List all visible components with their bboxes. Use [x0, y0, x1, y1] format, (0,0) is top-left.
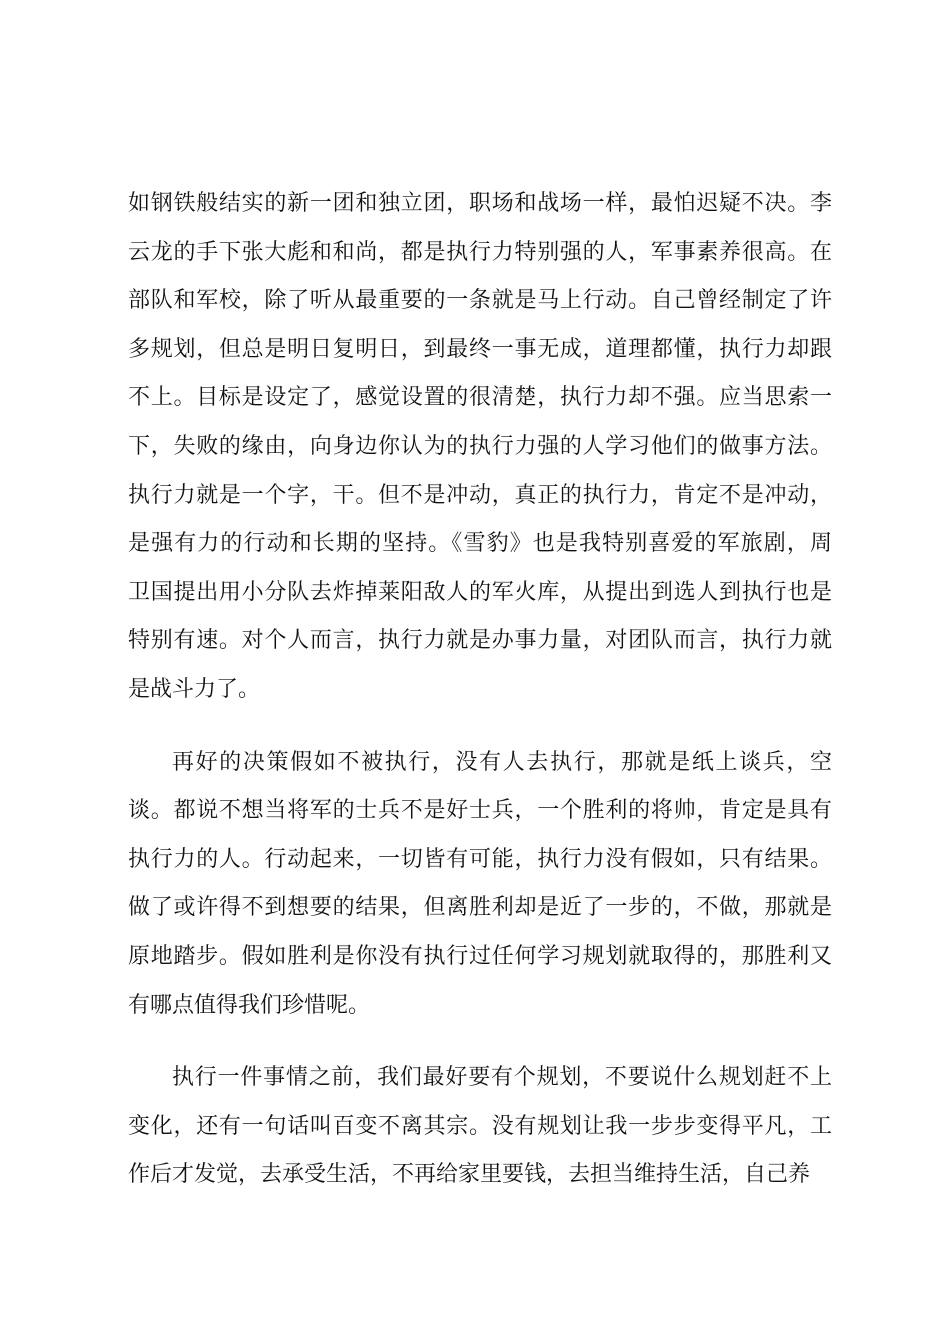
- text-line: 再好的决策假如不被执行，没有人去执行，那就是纸上谈兵，空: [172, 749, 832, 775]
- text-line: 如钢铁般结实的新一团和独立团，职场和战场一样，最怕迟疑不决。李: [128, 191, 832, 216]
- text-line: 变化，还有一句话叫百变不离其宗。没有规划让我一步步变得平凡，工: [128, 1113, 832, 1139]
- text-line: 卫国提出用小分队去炸掉莱阳敌人的军火库，从提出到选人到执行也是: [128, 579, 832, 605]
- text-line: 特别有速。对个人而言，执行力就是办事力量，对团队而言，执行力就: [128, 628, 832, 654]
- text-line: 谈。都说不想当将军的士兵不是好士兵，一个胜利的将帅，肯定是具有: [128, 798, 832, 824]
- paragraph-gap: [128, 1030, 832, 1054]
- text-line: 不上。目标是设定了，感觉设置的很清楚，执行力却不强。应当思索一: [128, 385, 832, 411]
- text-line: 执行一件事情之前，我们最好要有个规划，不要说什么规划赶不上: [172, 1065, 832, 1091]
- paragraph-gap: [128, 715, 832, 739]
- text-line: 是战斗力了。: [128, 676, 261, 702]
- text-line: 有哪点值得我们珍惜呢。: [128, 992, 371, 1018]
- paragraph: [128, 739, 832, 1031]
- document-body: [128, 180, 832, 1200]
- text-line: 做了或许得不到想要的结果，但离胜利却是近了一步的，不做，那就是: [128, 895, 832, 921]
- text-line: 云龙的手下张大彪和和尚，都是执行力特别强的人，军事素养很高。在: [128, 239, 832, 265]
- text-line: 执行力就是一个字，干。但不是冲动，真正的执行力，肯定不是冲动，: [128, 482, 832, 508]
- text-line: 作后才发觉，去承受生活，不再给家里要钱，去担当维持生活，自己养: [128, 1162, 811, 1188]
- text-line: 执行力的人。行动起来，一切皆有可能，执行力没有假如，只有结果。: [128, 846, 832, 872]
- text-line: 多规划，但总是明日复明日，到最终一事无成，道理都懂，执行力却跟: [128, 336, 832, 362]
- text-line: 原地踏步。假如胜利是你没有执行过任何学习规划就取得的，那胜利又: [128, 943, 832, 969]
- text-line: 下，失败的缘由，向身边你认为的执行力强的人学习他们的做事方法。: [128, 433, 832, 459]
- paragraph: [128, 1054, 832, 1200]
- text-line: 是强有力的行动和长期的坚持。《雪豹》也是我特别喜爱的军旅剧，周: [128, 531, 832, 557]
- paragraph: [128, 180, 832, 715]
- text-line: 部队和军校，除了听从最重要的一条就是马上行动。自己曾经制定了许: [128, 288, 832, 314]
